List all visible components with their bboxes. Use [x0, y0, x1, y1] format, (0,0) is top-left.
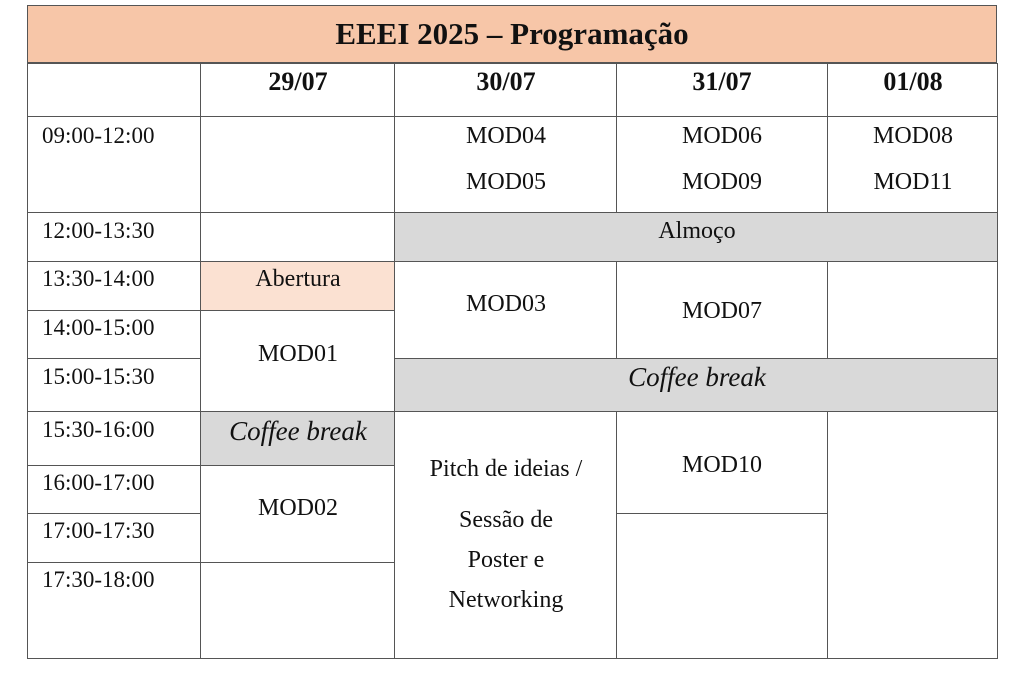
lunch-label: Almoço — [658, 218, 736, 244]
grid-line — [27, 63, 998, 64]
grid-line — [27, 562, 395, 563]
time-slot: 15:30-16:00 — [42, 417, 155, 442]
time-slot: 13:30-14:00 — [42, 266, 155, 291]
session-label: MOD01 — [257, 341, 339, 367]
grid-line — [27, 411, 998, 412]
opening-label: Abertura — [255, 266, 341, 292]
grid-line — [200, 63, 201, 659]
grid-line — [27, 513, 201, 514]
grid-line — [827, 63, 828, 213]
time-slot: 14:00-15:00 — [42, 315, 155, 340]
session-label: MOD04 — [465, 123, 547, 149]
coffee-break-label: Coffee break — [229, 416, 367, 446]
pitch-line: Sessão de — [459, 507, 553, 533]
time-slot: 17:30-18:00 — [42, 567, 155, 592]
grid-line — [27, 261, 998, 262]
grid-line — [616, 261, 617, 359]
session-label: MOD03 — [465, 291, 547, 317]
session-label: MOD08 — [872, 123, 954, 149]
grid-line — [27, 63, 28, 659]
time-slot: 12:00-13:30 — [42, 218, 155, 243]
grid-line — [27, 358, 201, 359]
day-header: 30/07 — [476, 67, 536, 96]
grid-line — [616, 63, 617, 213]
session-label: MOD11 — [873, 169, 953, 195]
time-slot: 17:00-17:30 — [42, 518, 155, 543]
day-header: 01/08 — [883, 67, 943, 96]
session-label: MOD05 — [465, 169, 547, 195]
grid-line — [27, 465, 395, 466]
grid-line — [827, 411, 828, 659]
table-title: EEEI 2025 – Programação — [27, 5, 997, 63]
day-header: 31/07 — [692, 67, 752, 96]
grid-line — [27, 310, 395, 311]
grid-line — [997, 63, 998, 659]
coffee-break-label: Coffee break — [628, 362, 766, 392]
grid-line — [27, 116, 998, 117]
day-header: 29/07 — [268, 67, 328, 96]
pitch-line: Pitch de ideias / — [429, 456, 583, 482]
grid-line — [827, 261, 828, 359]
session-label: MOD09 — [681, 169, 763, 195]
session-label: MOD07 — [681, 298, 763, 324]
session-label: MOD10 — [681, 452, 763, 478]
grid-line — [394, 63, 395, 659]
pitch-line: Poster e — [467, 547, 545, 573]
pitch-line: Networking — [448, 587, 564, 613]
grid-line — [617, 513, 828, 514]
grid-line — [616, 411, 617, 659]
time-slot: 09:00-12:00 — [42, 123, 155, 148]
time-slot: 16:00-17:00 — [42, 470, 155, 495]
session-label: MOD06 — [681, 123, 763, 149]
session-label: MOD02 — [257, 495, 339, 521]
grid-line — [27, 658, 998, 659]
grid-line — [27, 212, 998, 213]
time-slot: 15:00-15:30 — [42, 364, 155, 389]
grid-line — [395, 358, 998, 359]
